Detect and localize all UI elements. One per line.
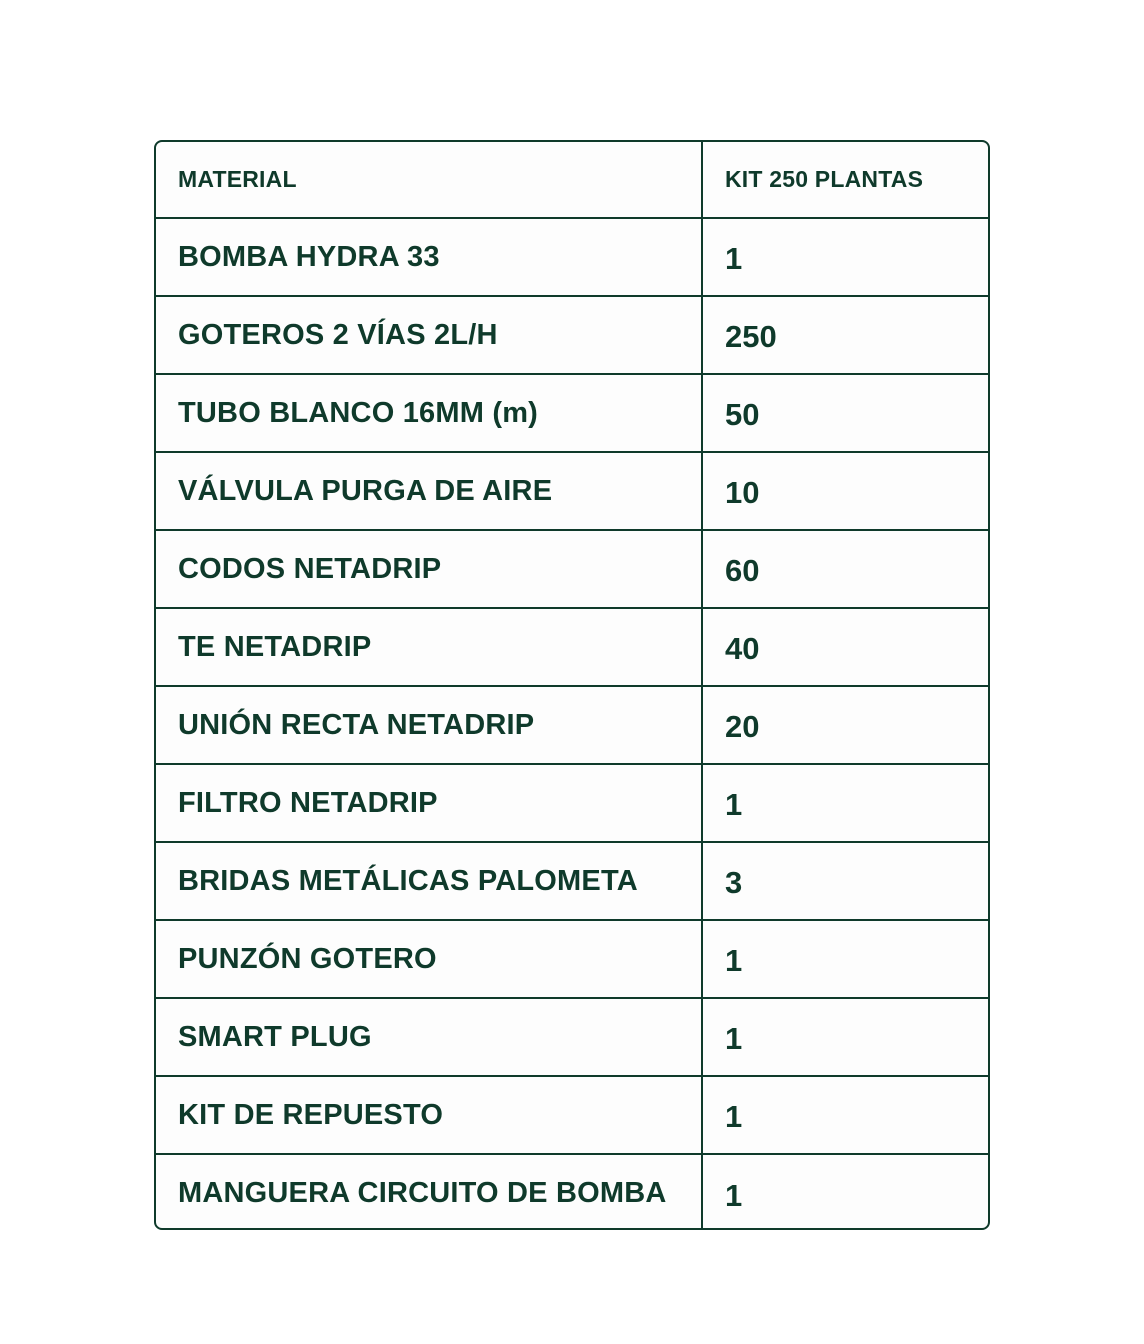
material-cell: VÁLVULA PURGA DE AIRE (156, 452, 702, 530)
quantity-cell: 1 (702, 218, 988, 296)
table-row (156, 920, 988, 998)
material-cell: BRIDAS METÁLICAS PALOMETA (156, 842, 702, 920)
table-row (156, 1076, 988, 1154)
quantity-cell: 40 (702, 608, 988, 686)
quantity-cell: 1 (702, 764, 988, 842)
table-header-row (156, 142, 988, 218)
material-cell: TE NETADRIP (156, 608, 702, 686)
table-row (156, 998, 988, 1076)
material-cell: PUNZÓN GOTERO (156, 920, 702, 998)
quantity-cell: 1 (702, 998, 988, 1076)
quantity-cell: 50 (702, 374, 988, 452)
table-row (156, 764, 988, 842)
table-row (156, 608, 988, 686)
material-cell: SMART PLUG (156, 998, 702, 1076)
table-row (156, 1154, 988, 1230)
material-cell: BOMBA HYDRA 33 (156, 218, 702, 296)
material-cell: MANGUERA CIRCUITO DE BOMBA (156, 1154, 702, 1230)
quantity-cell: 10 (702, 452, 988, 530)
table-row (156, 374, 988, 452)
table-row (156, 686, 988, 764)
table-row (156, 218, 988, 296)
material-cell: GOTEROS 2 VÍAS 2L/H (156, 296, 702, 374)
table-row (156, 296, 988, 374)
header-material: MATERIAL (156, 142, 702, 218)
material-cell: TUBO BLANCO 16MM (m) (156, 374, 702, 452)
quantity-cell: 250 (702, 296, 988, 374)
material-cell: CODOS NETADRIP (156, 530, 702, 608)
quantity-cell: 3 (702, 842, 988, 920)
material-cell: UNIÓN RECTA NETADRIP (156, 686, 702, 764)
material-cell: KIT DE REPUESTO (156, 1076, 702, 1154)
table-row (156, 842, 988, 920)
materials-table (156, 142, 988, 1230)
materials-table-container (154, 140, 990, 1230)
table-row (156, 452, 988, 530)
header-kit-250: KIT 250 PLANTAS (702, 142, 988, 218)
quantity-cell: 1 (702, 1076, 988, 1154)
quantity-cell: 60 (702, 530, 988, 608)
quantity-cell: 1 (702, 1154, 988, 1230)
quantity-cell: 20 (702, 686, 988, 764)
table-row (156, 530, 988, 608)
quantity-cell: 1 (702, 920, 988, 998)
material-cell: FILTRO NETADRIP (156, 764, 702, 842)
